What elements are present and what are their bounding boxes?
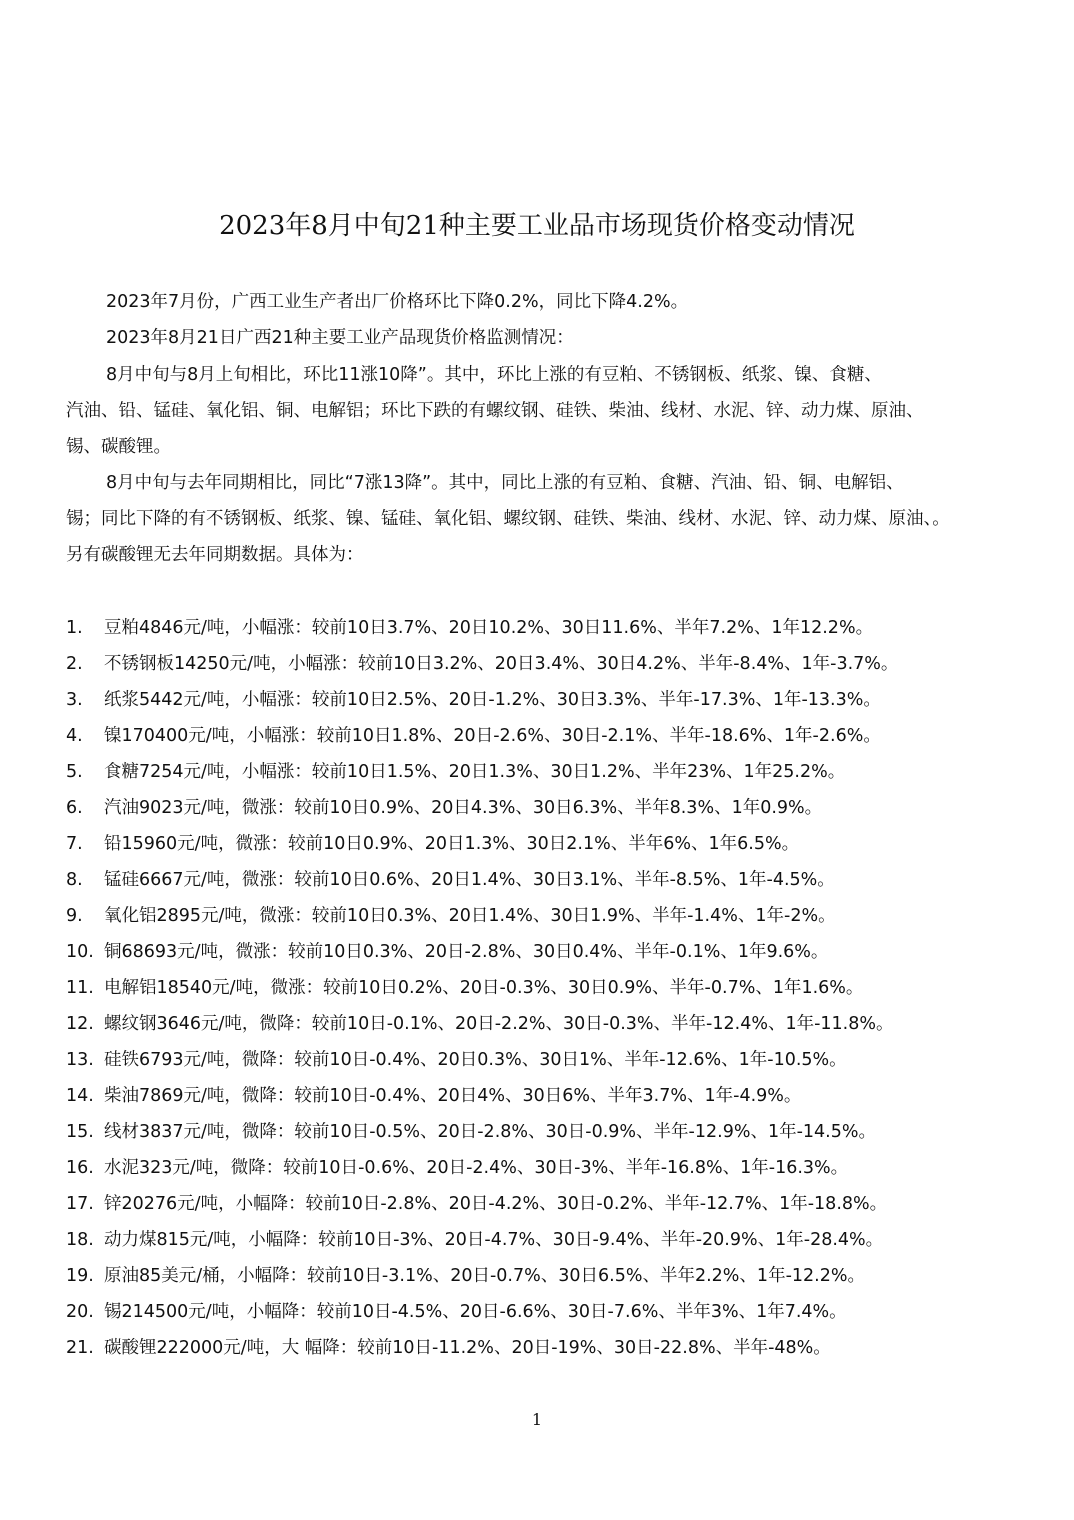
list-item [66, 1150, 1016, 1186]
list-text: 铅15960元/吨，微涨：较前10日0.9%、20日1.3%、30日2.1%、半年6%、1年6.5%。 [104, 834, 800, 854]
list-number: 9. [66, 906, 83, 926]
paragraph-mom-line-3: 锡、碳酸锂。 [66, 437, 171, 457]
list-text: 碳酸锂222000元/吨，大 幅降：较前10日-11.2%、20日-19%、30日-22.8%、半年-48%。 [104, 1338, 831, 1358]
paragraph-mom-line-1: 8月中旬与8月上旬相比，环比11涨10降”。其中，环比上涨的有豆粕、不锈钢板、纸浆、镍、食糖、 [106, 365, 882, 385]
list-text: 汽油9023元/吨，微涨：较前10日0.9%、20日4.3%、30日6.3%、半年8.3%、1年0.9%。 [104, 798, 823, 818]
list-item [66, 826, 1016, 862]
list-item [66, 682, 1016, 718]
list-number: 8. [66, 870, 83, 890]
list-item [66, 1294, 1016, 1330]
list-number: 1. [66, 618, 83, 638]
list-item [66, 754, 1016, 790]
list-number: 7. [66, 834, 83, 854]
paragraph-yoy-line-2: 锡；同比下降的有不锈钢板、纸浆、镍、锰硅、氧化铝、螺纹钢、硅铁、柴油、线材、水泥、锌、动力煤、原油、。 [66, 509, 950, 529]
list-item [66, 718, 1016, 754]
list-text: 水泥323元/吨，微降：较前10日-0.6%、20日-2.4%、30日-3%、半年-16.8%、1年-16.3%。 [104, 1158, 849, 1178]
paragraph-mom-line-2: 汽油、铅、锰硅、氧化铝、铜、电解铝；环比下跌的有螺纹钢、硅铁、柴油、线材、水泥、锌、动力煤、原油、 [66, 401, 924, 421]
list-item [66, 1258, 1016, 1294]
paragraph-monitoring-date: 2023年8月21日广西21种主要工业产品现货价格监测情况： [106, 328, 574, 348]
list-text: 柴油7869元/吨，微降：较前10日-0.4%、20日4%、30日6%、半年3.7%、1年-4.9%。 [104, 1086, 802, 1106]
list-item [66, 898, 1016, 934]
list-text: 豆粕4846元/吨，小幅涨：较前10日3.7%、20日10.2%、30日11.6%、半年7.2%、1年12.2%。 [104, 618, 874, 638]
list-item [66, 1222, 1016, 1258]
list-text: 铜68693元/吨，微涨：较前10日0.3%、20日-2.8%、30日0.4%、半年-0.1%、1年9.6%。 [104, 942, 829, 962]
list-text: 锌20276元/吨，小幅降：较前10日-2.8%、20日-4.2%、30日-0.2%、半年-12.7%、1年-18.8%。 [104, 1194, 888, 1214]
list-text: 纸浆5442元/吨，小幅涨：较前10日2.5%、20日-1.2%、30日3.3%、半年-17.3%、1年-13.3%。 [104, 690, 881, 710]
list-item [66, 646, 1016, 682]
list-text: 硅铁6793元/吨，微降：较前10日-0.4%、20日0.3%、30日1%、半年-12.6%、1年-10.5%。 [104, 1050, 847, 1070]
list-number: 15. [66, 1122, 94, 1142]
list-text: 动力煤815元/吨，小幅降：较前10日-3%、20日-4.7%、30日-9.4%、半年-20.9%、1年-28.4%。 [104, 1230, 884, 1250]
list-text: 锡214500元/吨，小幅降：较前10日-4.5%、20日-6.6%、30日-7.6%、半年3%、1年7.4%。 [104, 1302, 847, 1322]
paragraph-yoy-line-3: 另有碳酸锂无去年同期数据。具体为： [66, 545, 364, 565]
list-number: 17. [66, 1194, 94, 1214]
list-text: 螺纹钢3646元/吨，微降：较前10日-0.1%、20日-2.2%、30日-0.3%、半年-12.4%、1年-11.8%。 [104, 1014, 894, 1034]
page-number: 1 [531, 1410, 543, 1429]
list-number: 20. [66, 1302, 94, 1322]
paragraph-ppi: 2023年7月份，广西工业生产者出厂价格环比下降0.2%，同比下降4.2%。 [106, 292, 689, 312]
list-number: 14. [66, 1086, 94, 1106]
list-number: 19. [66, 1266, 94, 1286]
list-number: 4. [66, 726, 83, 746]
list-number: 21. [66, 1338, 94, 1358]
list-number: 10. [66, 942, 94, 962]
document-title: 2023年8月中旬21种主要工业品市场现货价格变动情况 [219, 211, 855, 241]
list-text: 食糖7254元/吨，小幅涨：较前10日1.5%、20日1.3%、30日1.2%、半年23%、1年25.2%。 [104, 762, 846, 782]
list-text: 线材3837元/吨，微降：较前10日-0.5%、20日-2.8%、30日-0.9%、半年-12.9%、1年-14.5%。 [104, 1122, 877, 1142]
list-text: 电解铝18540元/吨，微涨：较前10日0.2%、20日-0.3%、30日0.9%、半年-0.7%、1年1.6%。 [104, 978, 864, 998]
list-number: 13. [66, 1050, 94, 1070]
list-item [66, 1186, 1016, 1222]
paragraph-yoy-line-1: 8月中旬与去年同期相比，同比“7涨13降”。其中，同比上涨的有豆粕、食糖、汽油、铅、铜、电解铝、 [106, 473, 904, 493]
list-text: 原油85美元/桶，小幅降：较前10日-3.1%、20日-0.7%、30日6.5%、半年2.2%、1年-12.2%。 [104, 1266, 865, 1286]
list-number: 6. [66, 798, 83, 818]
list-number: 12. [66, 1014, 94, 1034]
list-number: 16. [66, 1158, 94, 1178]
list-text: 氧化铝2895元/吨，微涨：较前10日0.3%、20日1.4%、30日1.9%、半年-1.4%、1年-2%。 [104, 906, 836, 926]
list-number: 5. [66, 762, 83, 782]
list-item [66, 1042, 1016, 1078]
list-number: 2. [66, 654, 83, 674]
list-item [66, 1330, 1016, 1366]
list-item [66, 862, 1016, 898]
list-item [66, 1078, 1016, 1114]
list-text: 不锈钢板14250元/吨，小幅涨：较前10日3.2%、20日3.4%、30日4.2%、半年-8.4%、1年-3.7%。 [104, 654, 899, 674]
list-text: 锰硅6667元/吨，微涨：较前10日0.6%、20日1.4%、30日3.1%、半年-8.5%、1年-4.5%。 [104, 870, 835, 890]
list-number: 11. [66, 978, 94, 998]
list-item [66, 1114, 1016, 1150]
list-item [66, 970, 1016, 1006]
list-item [66, 610, 1016, 646]
list-item [66, 1006, 1016, 1042]
list-text: 镍170400元/吨，小幅涨：较前10日1.8%、20日-2.6%、30日-2.1%、半年-18.6%、1年-2.6%。 [104, 726, 881, 746]
commodity-price-list [66, 610, 1016, 1366]
list-number: 18. [66, 1230, 94, 1250]
list-number: 3. [66, 690, 83, 710]
list-item [66, 934, 1016, 970]
list-item [66, 790, 1016, 826]
